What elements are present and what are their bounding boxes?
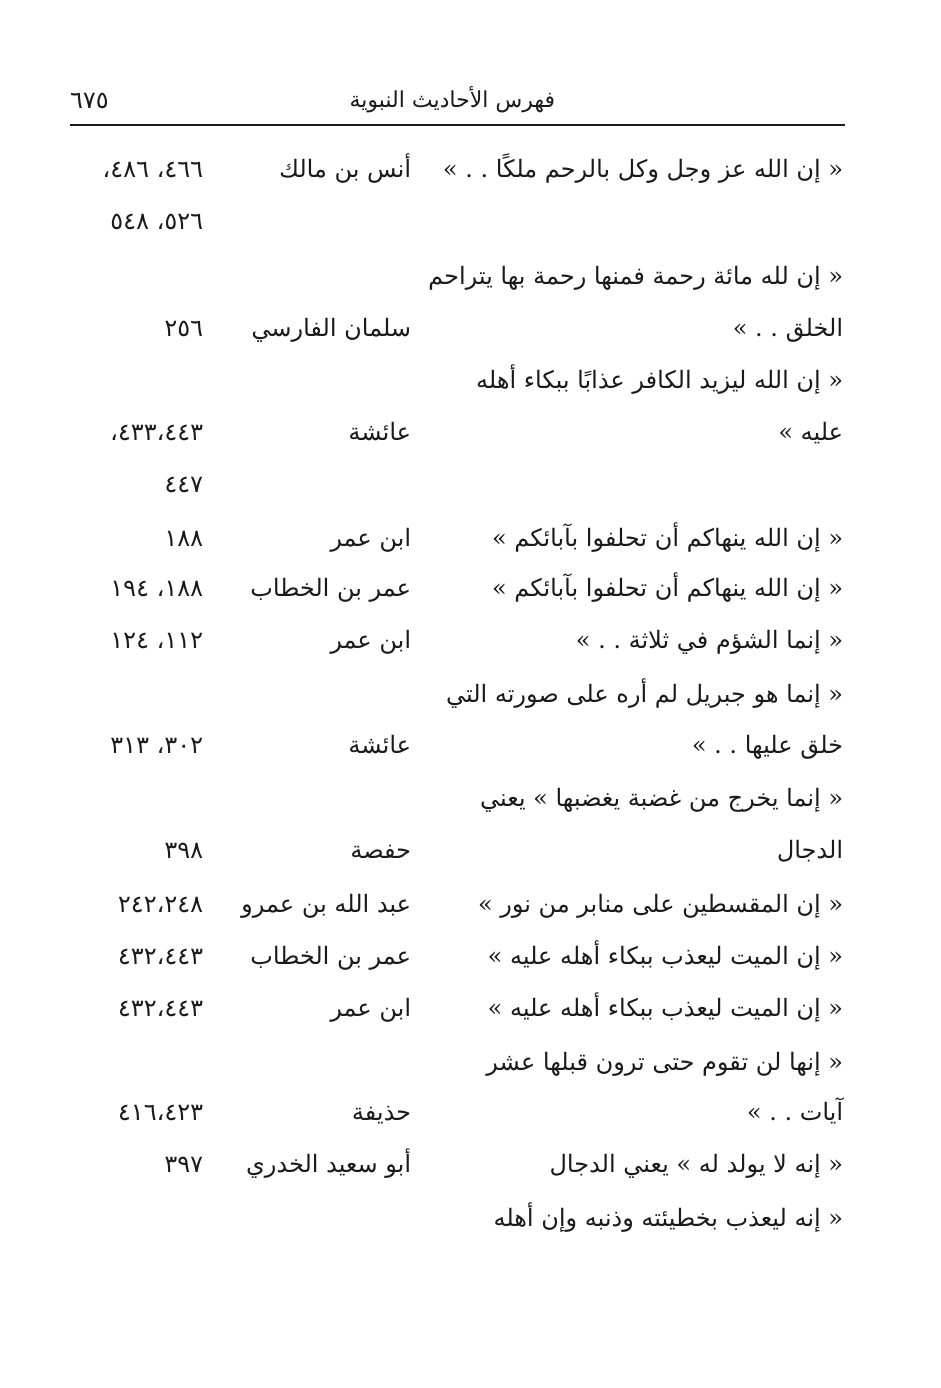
page-title: فهرس الأحاديث النبوية — [349, 88, 555, 113]
page-refs: ١١٢، ١٢٤ — [110, 626, 203, 654]
page-refs: ٢٥٦ — [164, 314, 203, 342]
narrator: عمر بن الخطاب — [250, 574, 411, 602]
page-refs: ٤٣٢،٤٤٣ — [117, 994, 203, 1022]
narrator: عائشة — [348, 731, 411, 759]
narrator: أنس بن مالك — [279, 155, 411, 183]
hadith-text: خلق عليها . . » — [691, 731, 843, 759]
page-refs: ٢٤٢،٢٤٨ — [117, 890, 203, 918]
narrator: عمر بن الخطاب — [250, 942, 411, 970]
hadith-text: « إن لله مائة رحمة فمنها رحمة بها يتراحم — [428, 262, 843, 290]
narrator: ابن عمر — [330, 994, 411, 1022]
hadith-text: « إن الله ليزيد الكافر عذابًا ببكاء أهله — [476, 366, 843, 394]
hadith-text: « إنما الشؤم في ثلاثة . . » — [575, 626, 843, 654]
narrator: أبو سعيد الخدري — [246, 1150, 411, 1178]
hadith-text: « إنما يخرج من غضبة يغضبها » يعني — [480, 784, 843, 812]
narrator: سلمان الفارسي — [251, 314, 411, 342]
page-refs: ٣٩٨ — [164, 836, 203, 864]
page-refs: ٣٠٢، ٣١٣ — [110, 731, 203, 759]
hadith-text: « إن الله ينهاكم أن تحلفوا بآبائكم » — [491, 524, 843, 552]
hadith-text: « إن الميت ليعذب ببكاء أهله عليه » — [487, 942, 843, 970]
hadith-text: عليه » — [778, 418, 843, 446]
hadith-text: « إن الميت ليعذب ببكاء أهله عليه » — [487, 994, 843, 1022]
page-refs: ٤١٦،٤٢٣ — [117, 1098, 203, 1126]
page-refs: ١٨٨ — [164, 524, 203, 552]
hadith-text: آيات . . » — [746, 1098, 843, 1126]
narrator: ابن عمر — [330, 524, 411, 552]
hadith-text: « إن المقسطين على منابر من نور » — [477, 890, 843, 918]
hadith-text: « إنه ليعذب بخطيئته وذنبه وإن أهله — [493, 1204, 843, 1232]
page-refs: ٤٦٦، ٤٨٦، — [102, 155, 203, 183]
hadith-text: « إن الله عز وجل وكل بالرحم ملكًا . . » — [442, 155, 843, 183]
hadith-text: « إنما هو جبريل لم أره على صورته التي — [445, 680, 843, 708]
page-refs: ٤٣٣،٤٤٣، — [110, 418, 203, 446]
page-number: ٦٧٥ — [70, 86, 109, 114]
narrator: عائشة — [348, 418, 411, 446]
hadith-text: « إنه لا يولد له » يعني الدجال — [549, 1150, 843, 1178]
page-refs: ٣٩٧ — [164, 1150, 203, 1178]
narrator: عبد الله بن عمرو — [241, 890, 411, 918]
narrator: حذيفة — [351, 1098, 411, 1126]
page-refs: ٤٣٢،٤٤٣ — [117, 942, 203, 970]
page-refs: ١٨٨، ١٩٤ — [110, 574, 203, 602]
page-refs: ٤٤٧ — [164, 470, 203, 498]
hadith-text: « إن الله ينهاكم أن تحلفوا بآبائكم » — [491, 574, 843, 602]
hadith-text: الدجال — [776, 836, 843, 864]
narrator: حفصة — [350, 836, 411, 864]
page-refs: ٥٢٦، ٥٤٨ — [110, 207, 203, 235]
hadith-text: « إنها لن تقوم حتى ترون قبلها عشر — [486, 1048, 843, 1076]
narrator: ابن عمر — [330, 626, 411, 654]
hadith-text: الخلق . . » — [732, 314, 843, 342]
